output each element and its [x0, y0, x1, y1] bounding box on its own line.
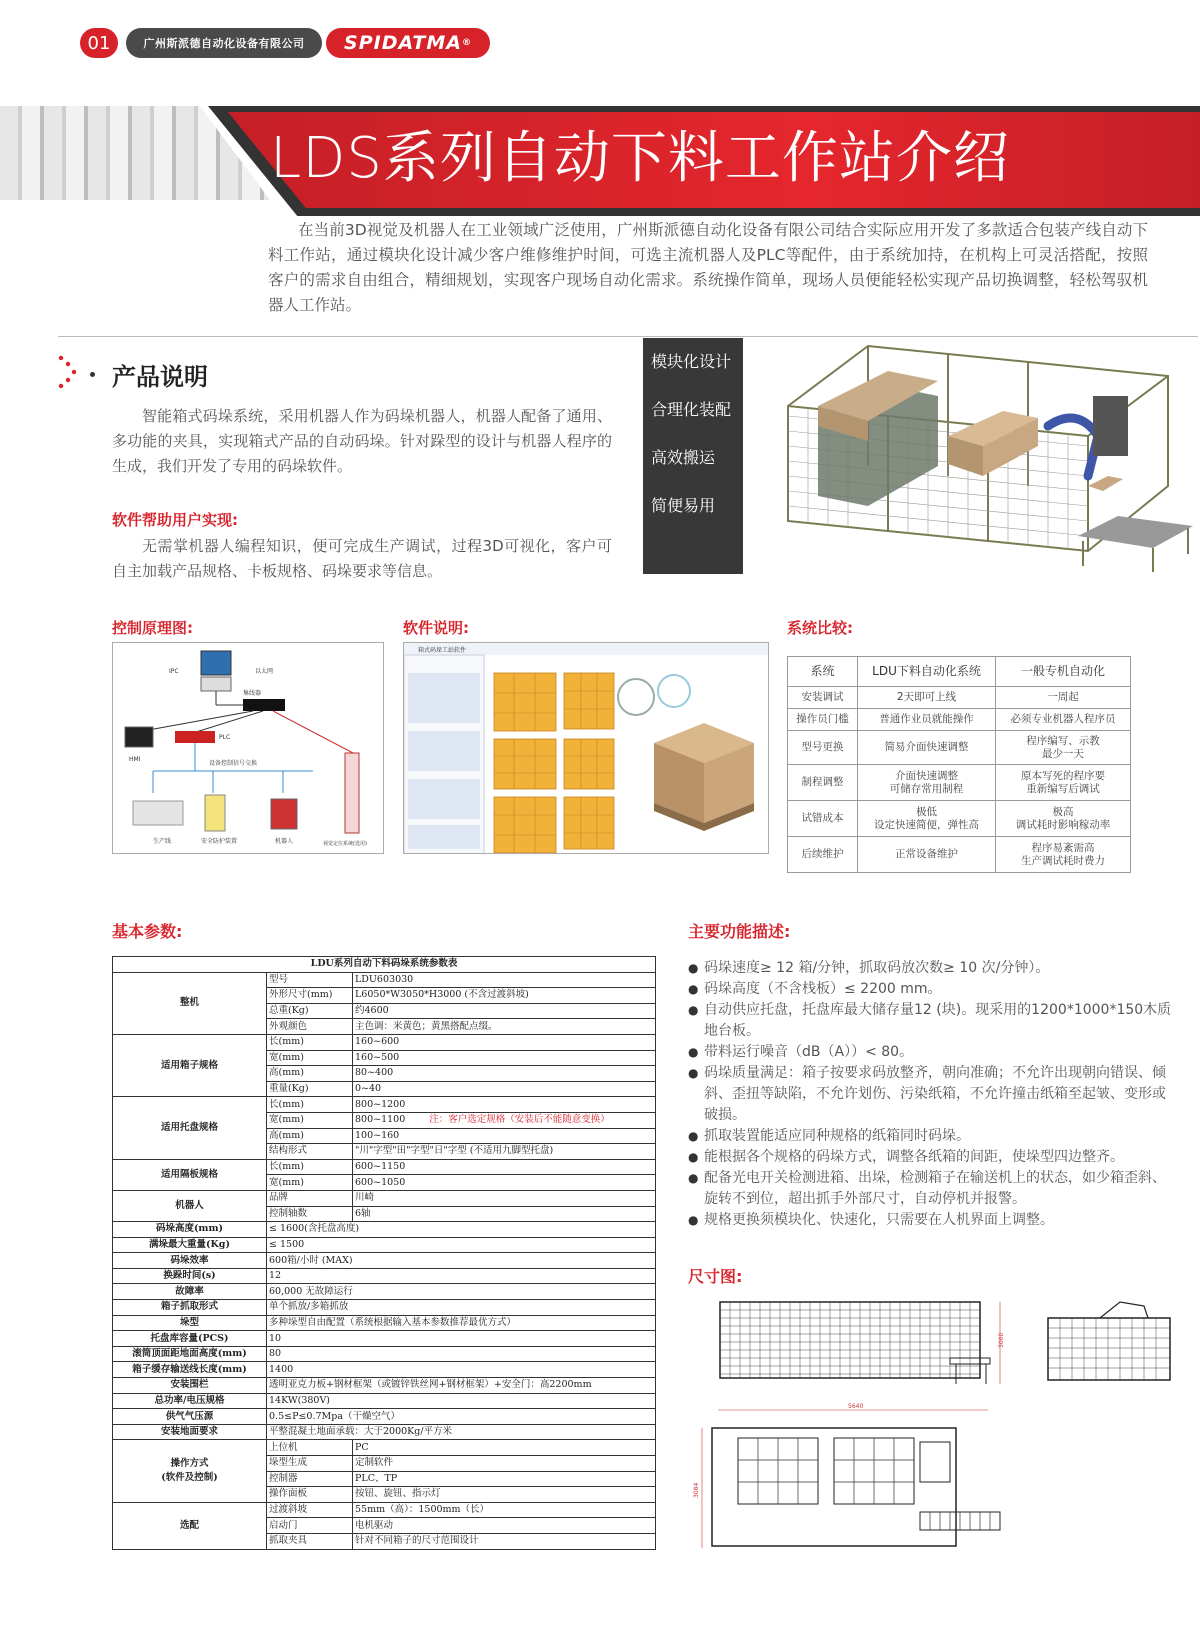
front-view-drawing: [710, 1298, 1010, 1402]
params-note: 注：客户选定规格（安装后不能随意变换）: [429, 1114, 610, 1126]
params-key: 过渡斜坡: [267, 1502, 353, 1518]
page-number: 01: [80, 28, 118, 58]
feature-item: 合理化装配: [651, 400, 732, 419]
table-cell: 程序编写、示教 最少一天: [996, 731, 1131, 765]
function-item: ● 规格更换须模块化、快速化，只需要在人机界面上调整。: [688, 1210, 1178, 1231]
table-cell: 极高 调试耗时影响稼动率: [996, 801, 1131, 837]
feature-item: 简便易用: [651, 496, 716, 515]
table-cell: 原本写死的程序要 重新编写后调试: [996, 765, 1131, 801]
params-value: 0.5≤P≤0.7Mpa（干燥空气）: [267, 1409, 656, 1425]
params-group-label: 适用箱子规格: [113, 1034, 267, 1096]
params-value: 1400: [267, 1362, 656, 1378]
width-dimension-label: 5640: [848, 1403, 864, 1410]
table-row: [788, 731, 1131, 765]
params-value: 80~400: [353, 1066, 656, 1082]
table-header-row: [788, 657, 1131, 687]
params-row: [113, 1222, 656, 1238]
params-table: [112, 956, 656, 1550]
params-value: 主色调：米黄色；黄黑搭配点缀。: [353, 1019, 656, 1035]
control-title: 控制原理图:: [112, 619, 193, 637]
table-cell: 普通作业员就能操作: [858, 709, 996, 731]
table-cell: 介面快速调整 可储存常用制程: [858, 765, 996, 801]
params-key: 上位机: [267, 1440, 353, 1456]
params-key: 外观颜色: [267, 1019, 353, 1035]
params-key: 垛型生成: [267, 1456, 353, 1472]
params-key: 宽(mm): [267, 1112, 353, 1128]
params-group-label: 滚筒顶面距地面高度(mm): [113, 1346, 267, 1362]
feature-item: 高效搬运: [651, 448, 716, 467]
params-key: 重量(Kg): [267, 1081, 353, 1097]
comparison-table: [787, 656, 1131, 873]
params-key: 宽(mm): [267, 1050, 353, 1066]
params-group-label: 操作方式 (软件及控制): [113, 1440, 267, 1502]
params-value: ≤ 1500: [267, 1237, 656, 1253]
params-key: 长(mm): [267, 1034, 353, 1050]
params-value: 100~160: [353, 1128, 656, 1144]
function-item: ● 配备光电开关检测进箱、出垛，检测箱子在输送机上的状态，如少箱歪斜、旋转不到位，超出抓手外部尺寸，自动停机并报警。: [688, 1168, 1178, 1210]
params-row: [113, 1253, 656, 1269]
params-row: [113, 1424, 656, 1440]
params-value: 平整混凝土地面承载：大于2000Kg/平方米: [267, 1424, 656, 1440]
params-row: [113, 1440, 656, 1456]
params-value: 按钮、旋钮、指示灯: [353, 1487, 656, 1503]
feature-panel: [643, 338, 743, 574]
function-item: ● 抓取装置能适应同种规格的纸箱同时码垛。: [688, 1126, 1178, 1147]
params-group-label: 满垛最大重量(Kg): [113, 1237, 267, 1253]
table-cell: 一周起: [996, 687, 1131, 709]
function-item: ● 码垛速度≥ 12 箱/分钟，抓取码放次数≥ 10 次/分钟）。: [688, 958, 1178, 979]
params-key: 品牌: [267, 1190, 353, 1206]
software-screenshot: [403, 642, 769, 854]
params-value: 电机驱动: [353, 1518, 656, 1534]
params-key: 外形尺寸(mm): [267, 988, 353, 1004]
params-value: 定制软件: [353, 1456, 656, 1472]
params-row: [113, 1502, 656, 1518]
switch-label: 集线器: [243, 690, 262, 697]
params-group-label: 总功率/电压规格: [113, 1393, 267, 1409]
params-row: [113, 1331, 656, 1347]
table-cell: 2天即可上线: [858, 687, 996, 709]
params-row: [113, 1315, 656, 1331]
params-value: 多种垛型自由配置（系统根据输入基本参数推荐最优方式）: [267, 1315, 656, 1331]
workstation-3d-render: [748, 336, 1200, 580]
table-cell: 操作员门槛: [788, 709, 858, 731]
software-title: 软件说明:: [403, 619, 469, 637]
params-value: 约4600: [353, 1003, 656, 1019]
table-header-cell: 一般专机自动化: [996, 657, 1131, 687]
ethernet-label: 以太网: [255, 668, 274, 675]
params-value: 55mm（高）：1500mm（长）: [353, 1502, 656, 1518]
table-row: [788, 801, 1131, 837]
intro-paragraph: 在当前3D视觉及机器人在工业领域广泛使用，广州斯派德自动化设备有限公司结合实际应用开发了多款适合包装产线自动下料工作站，通过模块化设计减少客户维修维护时间，可选主流机器人及PLC等配件，由于系统加持，在机构上可灵活搭配，按照客户的需求自由组合，精细规划，实现客户现场自动化需求。系统操作简单，现场人员便能轻松实现产品切换调整，轻松驾驭机器人工作站。: [268, 221, 1148, 314]
table-row: [788, 709, 1131, 731]
params-value: PC: [353, 1440, 656, 1456]
table-cell: 制程调整: [788, 765, 858, 801]
guard-label: 安全防护装置: [201, 838, 238, 845]
product-description: 智能箱式码垛系统，采用机器人作为码垛机器人，机器人配备了通用、多功能的夹具，实现箱式产品的自动码垛。针对跺型的设计与机器人程序的生成，我们开发了专用的码垛软件。: [112, 407, 612, 475]
params-value: 针对不同箱子的尺寸范围设计: [353, 1533, 656, 1549]
params-row: [113, 1284, 656, 1300]
params-group-label: 码垛高度(mm): [113, 1222, 267, 1238]
sensor-label: 视觉定位系统(选用): [323, 841, 367, 847]
params-value: 600~1050: [353, 1175, 656, 1191]
params-key: 高(mm): [267, 1066, 353, 1082]
params-row: [113, 1237, 656, 1253]
top-view-drawing: [688, 1402, 1008, 1558]
params-group-label: 码垛效率: [113, 1253, 267, 1269]
params-value: 160~600: [353, 1034, 656, 1050]
io-label: 设备控制信号交换: [209, 760, 258, 767]
table-cell: 简易介面快速调整: [858, 731, 996, 765]
params-value: 800~1200: [353, 1097, 656, 1113]
function-item: ● 带料运行噪音（dB（A））< 80。: [688, 1042, 1178, 1063]
params-key: 结构形式: [267, 1144, 353, 1160]
plc-label: PLC: [219, 734, 231, 741]
section-dots-icon: [58, 355, 80, 389]
params-value: 80: [267, 1346, 656, 1362]
table-row: [788, 837, 1131, 873]
params-value: 透明亚克力板+钢材框架（或镀锌铁丝网+钢材框架）+安全门：高2200mm: [267, 1378, 656, 1394]
brand-logo: [326, 28, 490, 58]
params-key: 长(mm): [267, 1097, 353, 1113]
depth-dimension-label: 3084: [693, 1482, 700, 1498]
params-value: LDU603030: [353, 972, 656, 988]
params-key: 控制轴数: [267, 1206, 353, 1222]
params-group-label: 安装地面要求: [113, 1424, 267, 1440]
params-table-wrapper: [112, 956, 656, 1550]
params-row: [113, 1268, 656, 1284]
function-item: ● 能根据各个规格的码垛方式，调整各纸箱的间距，使垛型四边整齐。: [688, 1147, 1178, 1168]
params-group-label: 换跺时间(s): [113, 1268, 267, 1284]
params-value: L6050*W3050*H3000 (不含过渡斜坡): [353, 988, 656, 1004]
brand-name: SPIDATMA: [344, 32, 462, 54]
params-group-label: 垛型: [113, 1315, 267, 1331]
params-key: 抓取夹具: [267, 1533, 353, 1549]
params-value: 0~40: [353, 1081, 656, 1097]
params-row: [113, 972, 656, 988]
params-value: 6轴: [353, 1206, 656, 1222]
function-item: ● 自动供应托盘，托盘库最大储存量12 (块)。现采用的1200*1000*150木质地台板。: [688, 1000, 1178, 1042]
params-group-label: 选配: [113, 1502, 267, 1549]
table-cell: 必须专业机器人程序员: [996, 709, 1131, 731]
params-key: 宽(mm): [267, 1175, 353, 1191]
params-value: PLC、TP: [353, 1471, 656, 1487]
table-cell: 型号更换: [788, 731, 858, 765]
table-cell: 极低 设定快速简便，弹性高: [858, 801, 996, 837]
company-badge: 广州斯派德自动化设备有限公司: [126, 28, 322, 58]
params-title: 基本参数:: [112, 922, 183, 941]
params-value: 单个抓放/多箱抓放: [267, 1300, 656, 1316]
params-value: 10: [267, 1331, 656, 1347]
function-item: ● 码垛质量满足：箱子按要求码放整齐，朝向准确；不允许出现朝向错误、倾斜、歪扭等缺陷，不允许划伤、污染纸箱，不允许撞击纸箱至起皱、变形或破损。: [688, 1063, 1178, 1126]
params-group-label: 适用隔板规格: [113, 1159, 267, 1190]
compare-title: 系统比较:: [787, 619, 853, 637]
params-row: [113, 1300, 656, 1316]
params-row: [113, 1409, 656, 1425]
params-row: [113, 1346, 656, 1362]
params-table-title: LDU系列自动下料码垛系统参数表: [113, 957, 656, 973]
params-group-label: 箱子缓存输送线长度(mm): [113, 1362, 267, 1378]
table-row: [788, 687, 1131, 709]
params-row: [113, 1034, 656, 1050]
params-key: 总重(Kg): [267, 1003, 353, 1019]
side-view-drawing: [1040, 1298, 1178, 1402]
functions-title: 主要功能描述:: [688, 922, 791, 941]
bullet-dot: [90, 372, 95, 377]
ipc-label: IPC: [169, 668, 179, 675]
params-value: 600~1150: [353, 1159, 656, 1175]
params-row: [113, 1362, 656, 1378]
page-title: LDS系列自动下料工作站介绍: [270, 126, 1010, 191]
dimensions-title: 尺寸图:: [688, 1267, 743, 1286]
params-key: 高(mm): [267, 1128, 353, 1144]
params-row: [113, 1159, 656, 1175]
functions-list: [688, 958, 1178, 1231]
params-key: 长(mm): [267, 1159, 353, 1175]
table-cell: 安装调试: [788, 687, 858, 709]
params-value: 川崎: [353, 1190, 656, 1206]
params-value: 12: [267, 1268, 656, 1284]
feature-item: 模块化设计: [651, 352, 732, 371]
params-key: 启动门: [267, 1518, 353, 1534]
table-cell: 试错成本: [788, 801, 858, 837]
params-group-label: 整机: [113, 972, 267, 1034]
hmi-label: HMI: [129, 756, 141, 763]
params-value: 14KW(380V): [267, 1393, 656, 1409]
robot-label: 机器人: [275, 838, 294, 845]
function-item: ● 码垛高度（不含栈板）≤ 2200 mm。: [688, 979, 1178, 1000]
params-group-label: 供气气压源: [113, 1409, 267, 1425]
params-group-label: 安装围栏: [113, 1378, 267, 1394]
window-title: 箱式码垛工站软件: [418, 647, 467, 654]
params-value: "川"字型"田"字型"日"字型 (不适用九脚型托盘): [353, 1144, 656, 1160]
params-group-label: 箱子抓取形式: [113, 1300, 267, 1316]
params-value: 160~500: [353, 1050, 656, 1066]
params-group-label: 故障率: [113, 1284, 267, 1300]
params-value: 600箱/小时 (MAX): [267, 1253, 656, 1269]
table-cell: 程序易紊需高 生产调试耗时费力: [996, 837, 1131, 873]
software-help-title: 软件帮助用户实现:: [112, 511, 238, 529]
params-value: 60,000 无故障运行: [267, 1284, 656, 1300]
params-row: [113, 1097, 656, 1113]
params-value-text: 800~1100: [355, 1114, 406, 1126]
params-key: 型号: [267, 972, 353, 988]
params-group-label: 托盘库容量(PCS): [113, 1331, 267, 1347]
control-diagram: [112, 642, 384, 854]
params-key: 控制器: [267, 1471, 353, 1487]
table-cell: 正常设备维护: [858, 837, 996, 873]
params-row: [113, 1378, 656, 1394]
params-value: ≤ 1600(含托盘高度): [267, 1222, 656, 1238]
line-label: 生产线: [153, 838, 172, 845]
software-help-description: 无需掌机器人编程知识，便可完成生产调试，过程3D可视化，客户可自主加载产品规格、卡板规格、码垛要求等信息。: [112, 537, 612, 580]
table-row: [788, 765, 1131, 801]
product-title: 产品说明: [112, 363, 208, 391]
params-table-title-row: [113, 957, 656, 973]
params-value: [353, 1112, 656, 1128]
table-header-cell: 系统: [788, 657, 858, 687]
params-group-label: 机器人: [113, 1190, 267, 1221]
height-dimension-label: 3000: [998, 1332, 1005, 1348]
params-row: [113, 1393, 656, 1409]
params-row: [113, 1190, 656, 1206]
params-key: 操作面板: [267, 1487, 353, 1503]
table-cell: 后续维护: [788, 837, 858, 873]
registered-mark: ®: [461, 38, 472, 48]
table-header-cell: LDU下料自动化系统: [858, 657, 996, 687]
params-group-label: 适用托盘规格: [113, 1097, 267, 1159]
